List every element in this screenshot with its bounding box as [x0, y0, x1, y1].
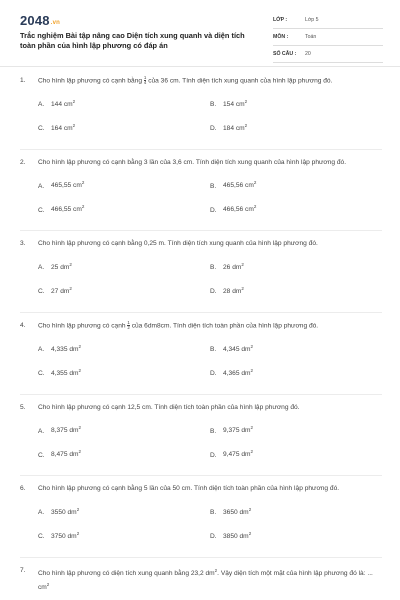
- option-c[interactable]: C. 8,475 $dm^2$: [38, 449, 82, 459]
- option-b[interactable]: B. 154 $cm^2$: [210, 98, 248, 109]
- meta-row-subject: MÔN : Toán: [273, 31, 383, 46]
- option-b[interactable]: B. 465,56 $cm^2$: [210, 180, 257, 190]
- option-a[interactable]: A. 4,335 $dm^2$: [38, 343, 82, 353]
- question-divider: [20, 230, 382, 231]
- answer-options: [38, 505, 382, 551]
- option-d[interactable]: D. 466,56 $cm^2$: [210, 204, 257, 214]
- question-text: Cho hình lập phương có cạnh 12,5 cm. Tính diện tích toàn phần của hình lập phương đó.: [38, 403, 300, 411]
- question-text: Cho hình lập phương có diện tích xung quanh bằng 23,2 $dm^2$. Vậy diện tích một mặt của hình lập phương đó là: ... $cm^2$: [38, 567, 373, 591]
- meta-row-question-count: SỐ CÂU : 20: [273, 48, 383, 63]
- option-a[interactable]: A. 3550 $dm^2$: [38, 506, 80, 516]
- question-divider: [20, 394, 382, 395]
- meta-row-grade: LỚP : Lớp 5: [273, 14, 383, 29]
- question-text: Cho hình lập phương có cạnh $\frac{1}{2}$ của 6dm8cm. Tính diện tích toàn phần của hình lập phương đó.: [38, 319, 319, 331]
- question-text: Cho hình lập phương có cạnh bằng 0,25 m. Tính diện tích xung quanh của hình lập phương đó.: [38, 240, 318, 248]
- question-divider: [20, 475, 382, 476]
- option-b[interactable]: B. 9,375 $dm^2$: [210, 425, 254, 435]
- question-3: 3. Cho hình lập phương có cạnh bằng 0,25 m. Tính diện tích xung quanh của hình lập phương đó. A. 25 $dm^2$ B. 26 $dm^2$ C. 27 $dm^2$ D. 28 $dm^2$: [20, 239, 382, 313]
- option-a[interactable]: A. 144 $cm^2$: [38, 98, 76, 109]
- meta-info: [273, 14, 383, 65]
- answer-options: [38, 260, 382, 306]
- option-c[interactable]: C. 164 $cm^2$: [38, 122, 76, 133]
- document-title: Trắc nghiệm Bài tập nâng cao Diện tích xung quanh và diện tích toàn phần của hình lập phương có đáp án: [20, 31, 245, 50]
- question-6: 6. Cho hình lập phương có cạnh bằng 5 lần của 50 cm. Tính diện tích toàn phần của hình lập phương đó. A. 3550 $dm^2$ B. 3650 $dm^2$ C. 3750 $dm^2$ D. 3850 $dm^2$: [20, 484, 382, 558]
- option-c[interactable]: C. 466,55 $cm^2$: [38, 204, 85, 214]
- question-divider: [20, 557, 382, 558]
- question-divider: [20, 312, 382, 313]
- answer-options: [38, 423, 382, 469]
- option-d[interactable]: D. 28 $dm^2$: [210, 285, 244, 296]
- option-b[interactable]: B. 26 $dm^2$: [210, 261, 244, 272]
- answer-options: [38, 178, 382, 224]
- question-1: 1. Cho hình lập phương có cạnh bằng $\frac{1}{4}$ của 36 cm. Tính diện tích xung quanh của hình lập phương đó. A. 144 $cm^2$ B. 154 $cm^2$ C. 164 $cm^2$ D. 184 $cm^2$: [20, 76, 382, 150]
- option-c[interactable]: C. 4,355 $dm^2$: [38, 367, 82, 377]
- question-text: Cho hình lập phương có cạnh bằng $\frac{1}{4}$ của 36 cm. Tính diện tích xung quanh của hình lập phương đó.: [38, 75, 333, 86]
- header-divider: [0, 66, 400, 67]
- option-c[interactable]: C. 27 $dm^2$: [38, 285, 72, 296]
- option-b[interactable]: B. 3650 $dm^2$: [210, 506, 252, 516]
- answer-options: [38, 342, 382, 388]
- question-list: [20, 76, 382, 593]
- site-logo[interactable]: 2048.vn: [20, 13, 61, 28]
- option-b[interactable]: B. 4,345 $dm^2$: [210, 343, 254, 353]
- answer-options: [38, 97, 382, 143]
- fraction: $\frac{1}{2}$: [127, 319, 130, 331]
- option-a[interactable]: A. 8,375 $dm^2$: [38, 425, 82, 435]
- question-2: 2. Cho hình lập phương có cạnh bằng 3 lần của 3,6 cm. Tính diện tích xung quanh của hình lập phương đó. A. 465,55 $cm^2$ B. 465,56 $cm^2$ C. 466,55 $cm^2$ D. 466,56 $cm^2$: [20, 158, 382, 232]
- question-divider: [20, 149, 382, 150]
- option-a[interactable]: A. 465,55 $cm^2$: [38, 180, 85, 190]
- question-text: Cho hình lập phương có cạnh bằng 3 lần của 3,6 cm. Tính diện tích xung quanh của hình lập phương đó.: [38, 158, 347, 166]
- fraction: $\frac{1}{4}$: [143, 75, 147, 86]
- question-text: Cho hình lập phương có cạnh bằng 5 lần của 50 cm. Tính diện tích toàn phần của hình lập phương đó.: [38, 485, 340, 493]
- option-d[interactable]: D. 184 $cm^2$: [210, 122, 248, 133]
- worksheet-header: [20, 0, 382, 66]
- question-4: 4. Cho hình lập phương có cạnh $\frac{1}{2}$ của 6dm8cm. Tính diện tích toàn phần của hình lập phương đó. A. 4,335 $dm^2$ B. 4,345 $dm^2$ C. 4,355 $dm^2$ D. 4,365 $dm^2$: [20, 321, 382, 395]
- question-5: 5. Cho hình lập phương có cạnh 12,5 cm. Tính diện tích toàn phần của hình lập phương đó. A. 8,375 $dm^2$ B. 9,375 $dm^2$ C. 8,475 $dm^2$ D. 9,475 $dm^2$: [20, 403, 382, 477]
- option-d[interactable]: D. 9,475 $dm^2$: [210, 449, 254, 459]
- option-d[interactable]: D. 3850 $dm^2$: [210, 530, 252, 540]
- option-a[interactable]: A. 25 $dm^2$: [38, 261, 72, 272]
- option-d[interactable]: D. 4,365 $dm^2$: [210, 367, 254, 377]
- option-c[interactable]: C. 3750 $dm^2$: [38, 530, 80, 540]
- question-7: 7. Cho hình lập phương có diện tích xung quanh bằng 23,2 $dm^2$. Vậy diện tích một mặt của hình lập phương đó là: ... $cm^2$: [20, 566, 382, 593]
